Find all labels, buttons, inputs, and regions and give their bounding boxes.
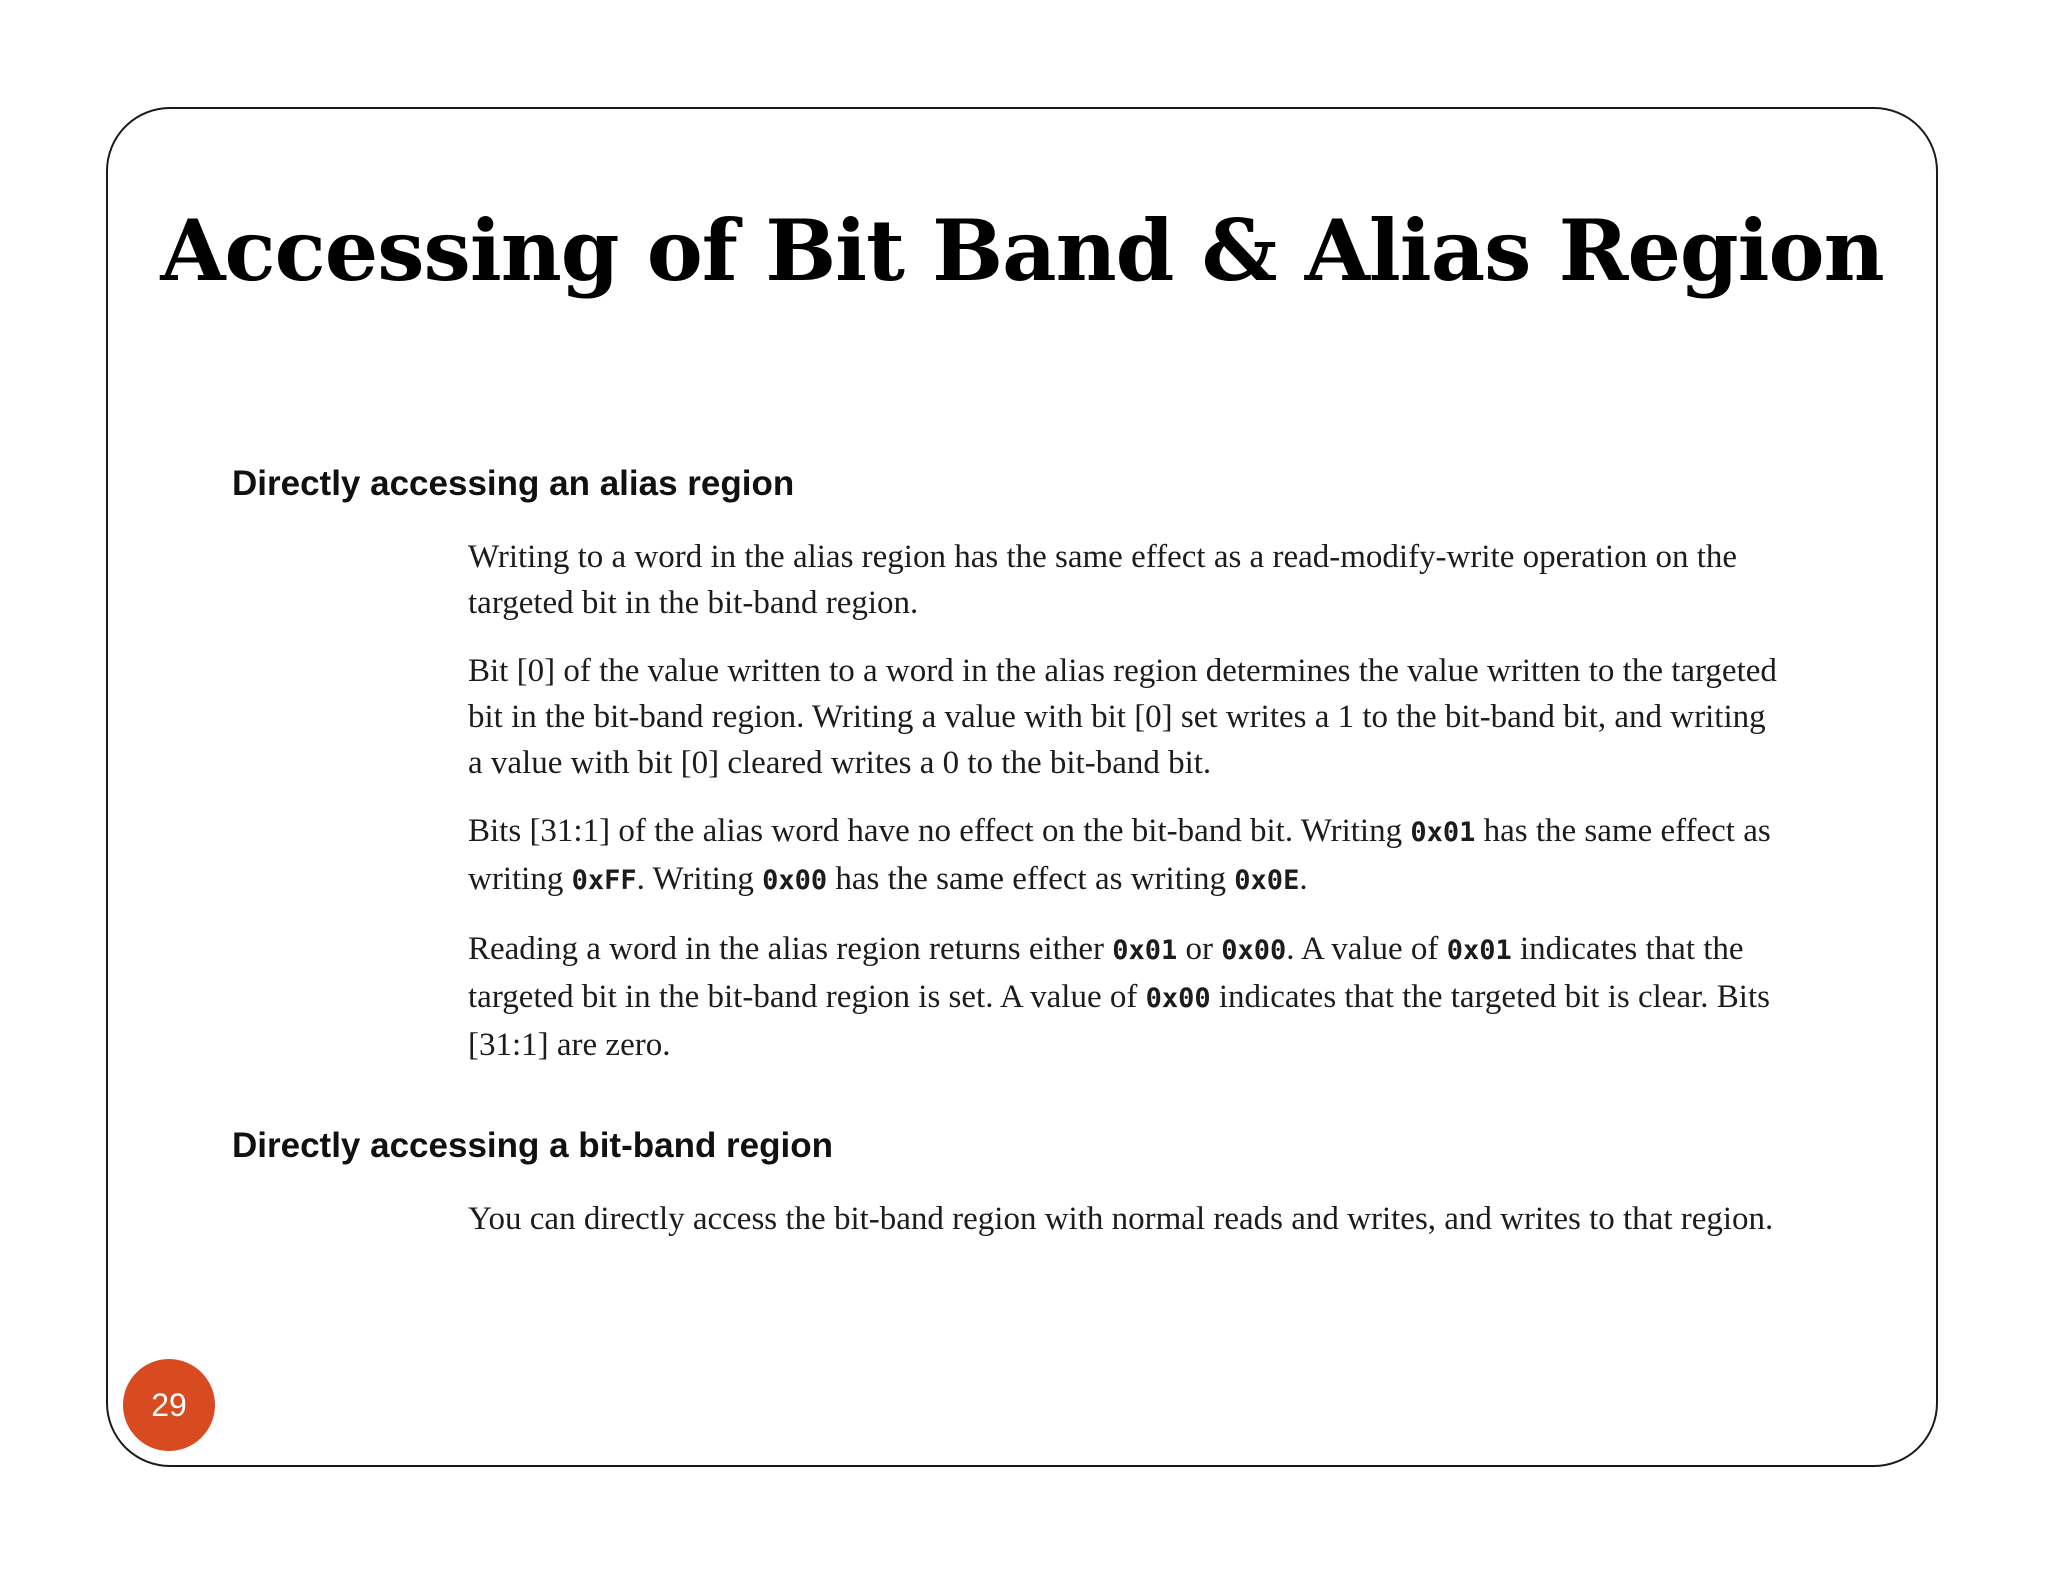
paragraph-text: has the same effect as writing	[827, 861, 1235, 897]
document-excerpt	[232, 458, 1792, 1242]
paragraph-text: . A value of	[1286, 931, 1447, 967]
section-heading-alias-region: Directly accessing an alias region	[232, 464, 795, 503]
paragraph-alias-write-effect: Writing to a word in the alias region has the same effect as a read-modify-write operation on the targeted bit in the bit-band region.	[468, 539, 1738, 621]
paragraph-bit0-behavior: Bit [0] of the value written to a word in the alias region determines the value written to the targeted bit in the bit-band region. Writing a value with bit [0] set writes a 1 to the bit-band bit, and writing a value with bit [0] cleared writes a 0 to the bit-band bit.	[468, 653, 1777, 781]
code-literal: 0xFF	[571, 865, 637, 896]
paragraph-text: has the same effect as writing	[468, 813, 1771, 897]
paragraph-text: Bits [31:1] of the alias word have no effect on the bit-band bit. Writing	[468, 813, 1411, 849]
page-number-badge: 29	[123, 1359, 215, 1451]
slide-title: Accessing of Bit Band & Alias Region	[160, 201, 1884, 300]
paragraph-text: indicates that the targeted bit in the bit-band region is set. A value of	[468, 931, 1744, 1015]
code-literal: 0x00	[1145, 983, 1211, 1014]
paragraph-text: or	[1177, 931, 1222, 967]
paragraph-bit-band-direct-access: You can directly access the bit-band region with normal reads and writes, and writes to that region.	[468, 1201, 1774, 1237]
code-literal: 0x01	[1112, 935, 1178, 966]
paragraph-bits-31-1-write	[468, 808, 1788, 904]
paragraph-text: Reading a word in the alias region returns either	[468, 931, 1113, 967]
section-heading-bit-band-region: Directly accessing a bit-band region	[232, 1126, 833, 1165]
paragraph-text: . Writing	[636, 861, 763, 897]
paragraph-text: indicates that the targeted bit is clear. Bits [31:1] are zero.	[468, 979, 1770, 1063]
code-literal: 0x01	[1446, 935, 1512, 966]
code-literal: 0x00	[762, 865, 828, 896]
code-literal: 0x0E	[1234, 865, 1300, 896]
paragraph-alias-read	[468, 926, 1788, 1068]
code-literal: 0x01	[1410, 817, 1476, 848]
paragraph-text: .	[1299, 861, 1308, 897]
code-literal: 0x00	[1221, 935, 1287, 966]
